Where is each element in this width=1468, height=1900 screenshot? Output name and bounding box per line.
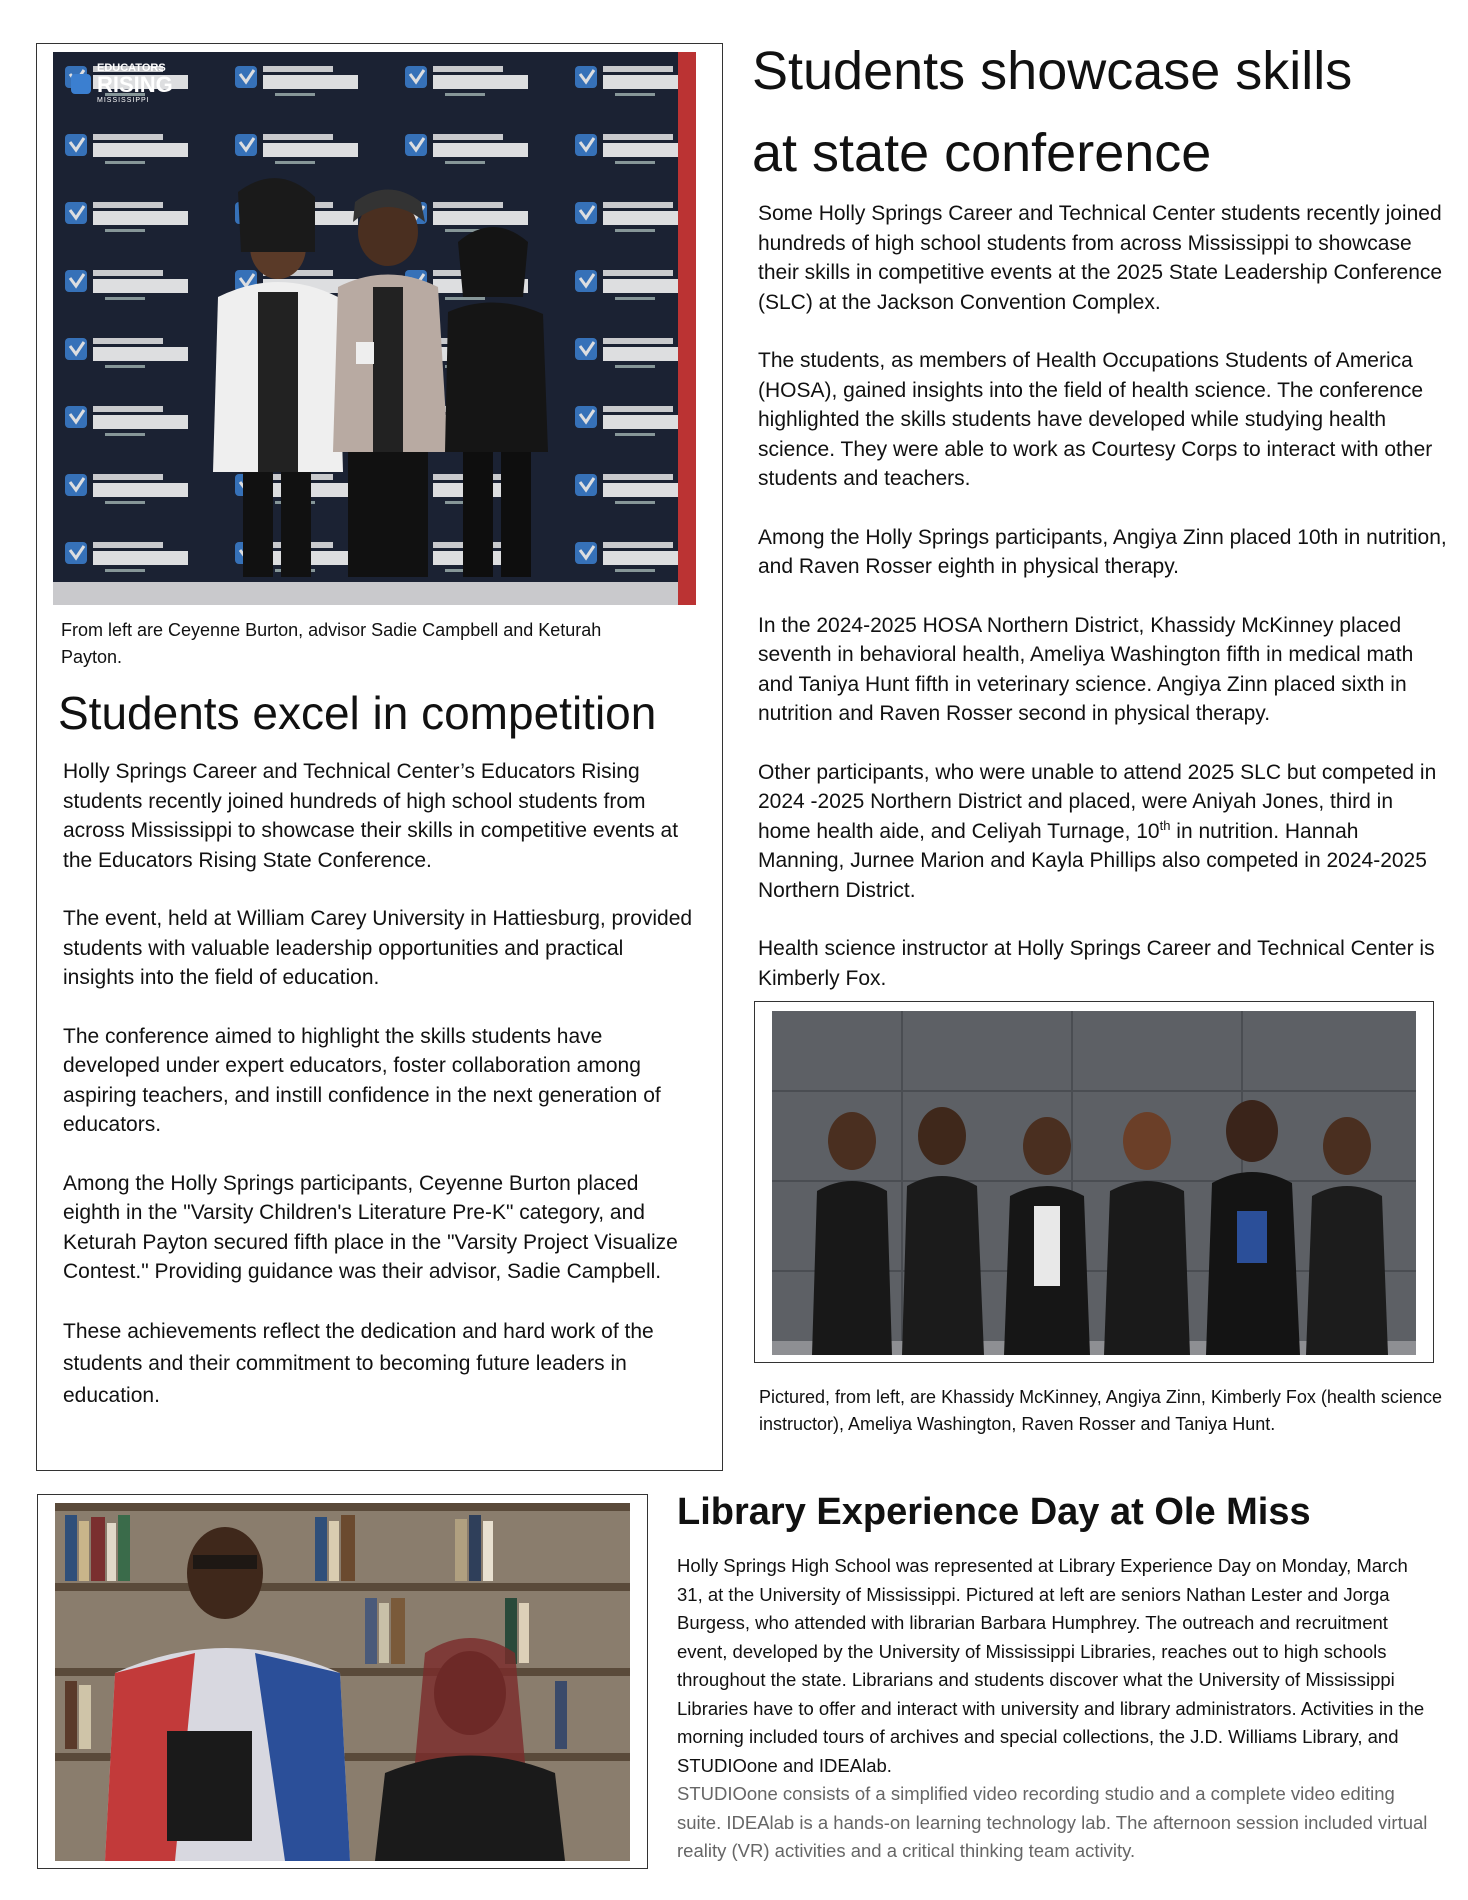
hosa-photo-illustration	[772, 1011, 1416, 1355]
library-headline: Library Experience Day at Ole Miss	[677, 1491, 1311, 1533]
conference-paragraph-other	[758, 758, 1448, 906]
library-photo-illustration	[55, 1503, 630, 1861]
backdrop-illustration	[53, 52, 696, 605]
conference-paragraph: Health science instructor at Holly Springs Career and Technical Center is Kimberly Fox.	[758, 937, 1435, 990]
educators-body	[63, 757, 695, 1412]
educators-paragraph: The event, held at William Carey University in Hattiesburg, provided students with valuable leadership opportunities and practical insights into the field of education.	[63, 907, 693, 989]
conference-headline-line1: Students showcase skills	[752, 41, 1353, 101]
conference-paragraph: In the 2024-2025 HOSA Northern District, Khassidy McKinney placed seventh in behavioral health, Ameliya Washington fifth in medical math and Taniya Hunt fifth in veterinary science. Angiya Zinn placed sixth in nutrition and Raven Rosser second in physical therapy.	[758, 613, 1414, 725]
other-text-sup: th	[1159, 817, 1171, 833]
educators-paragraph: Among the Holly Springs participants, Ceyenne Burton placed eighth in the "Varsity Children's Literature Pre-K" category, and Keturah Payton secured fifth place in the "Varsity Project Visualize Contest." Providing guidance was their advisor, Sadie Campbell.	[63, 1171, 678, 1283]
backdrop-logo-sub: MISSISSIPPI	[97, 97, 150, 104]
hosa-photo-caption: Pictured, from left, are Khassidy McKinney, Angiya Zinn, Kimberly Fox (health science instructor), Ameliya Washington, Raven Rosser and Taniya Hunt.	[759, 1387, 1442, 1434]
educators-headline: Students excel in competition	[58, 687, 657, 739]
backdrop-logo-top: EDUCATORS	[97, 62, 166, 74]
backdrop-logo-main: RISING	[97, 72, 173, 97]
conference-paragraph: Among the Holly Springs participants, Angiya Zinn placed 10th in nutrition, and Raven Rosser eighth in physical therapy.	[758, 525, 1447, 578]
other-text-b: in nutrition. Hannah Manning, Jurnee Marion and Kayla Phillips also competed in 2024-2025 Northern District.	[758, 819, 1427, 902]
educators-paragraph: These achievements reflect the dedication and hard work of the students and their commitment to becoming future leaders in education.	[63, 1319, 654, 1407]
conference-headline-line2: at state conference	[752, 123, 1212, 183]
logo-mark-icon	[71, 74, 91, 94]
backdrop-logo	[71, 62, 173, 105]
other-text-a: Other participants, who were unable to attend 2025 SLC but competed in 2024 -2025 Northern District and placed, were Aniyah Jones, third in home health aide, and Celiyah Turnage, 10	[758, 760, 1437, 843]
conference-body	[758, 199, 1448, 993]
educators-photo-caption: From left are Ceyenne Burton, advisor Sadie Campbell and Keturah Payton.	[61, 620, 602, 667]
conference-paragraph: The students, as members of Health Occupations Students of America (HOSA), gained insights into the field of health science. The conference highlighted the skills students have developed while studying health science. They were able to work as Courtesy Corps to interact with other students and teachers.	[758, 349, 1433, 490]
library-paragraph-gray: STUDIOone consists of a simplified video recording studio and a complete video editing suite. IDEAlab is a hands-on learning technology lab. The afternoon session included virtual reality (VR) activities and a critical thinking team activity.	[677, 1783, 1428, 1861]
educators-paragraph: Holly Springs Career and Technical Center’s Educators Rising students recently joined hundreds of high school students from across Mississippi to showcase their skills in competitive events at the Educators Rising State Conference.	[63, 760, 679, 872]
conference-headline	[752, 30, 1452, 194]
library-body	[677, 1552, 1437, 1866]
hosa-group-photo	[772, 1011, 1416, 1355]
educators-rising-photo	[53, 52, 696, 605]
library-photo	[55, 1503, 630, 1861]
educators-paragraph: The conference aimed to highlight the skills students have developed under expert educators, foster collaboration among aspiring teachers, and instill confidence in the next generation of educators.	[63, 1024, 661, 1136]
conference-paragraph: Some Holly Springs Career and Technical Center students recently joined hundreds of high school students from across Mississippi to showcase their skills in competitive events at the 2025 State Leadership Conference (SLC) at the Jackson Convention Complex.	[758, 202, 1443, 314]
library-paragraph-main: Holly Springs High School was represented at Library Experience Day on Monday, March 31, at the University of Mississippi. Pictured at left are seniors Nathan Lester and Jorga Burgess, who attended with librarian Barbara Humphrey. The outreach and recruitment event, developed by the University of Mississippi Libraries, reaches out to high schools throughout the state. Librarians and students discover what the University of Mississippi Libraries have to offer and interact with university and library administrators. Activities in the morning included tours of archives and special collections, the J.D. Williams Library, and STUDIOone and IDEAlab.	[677, 1555, 1425, 1776]
